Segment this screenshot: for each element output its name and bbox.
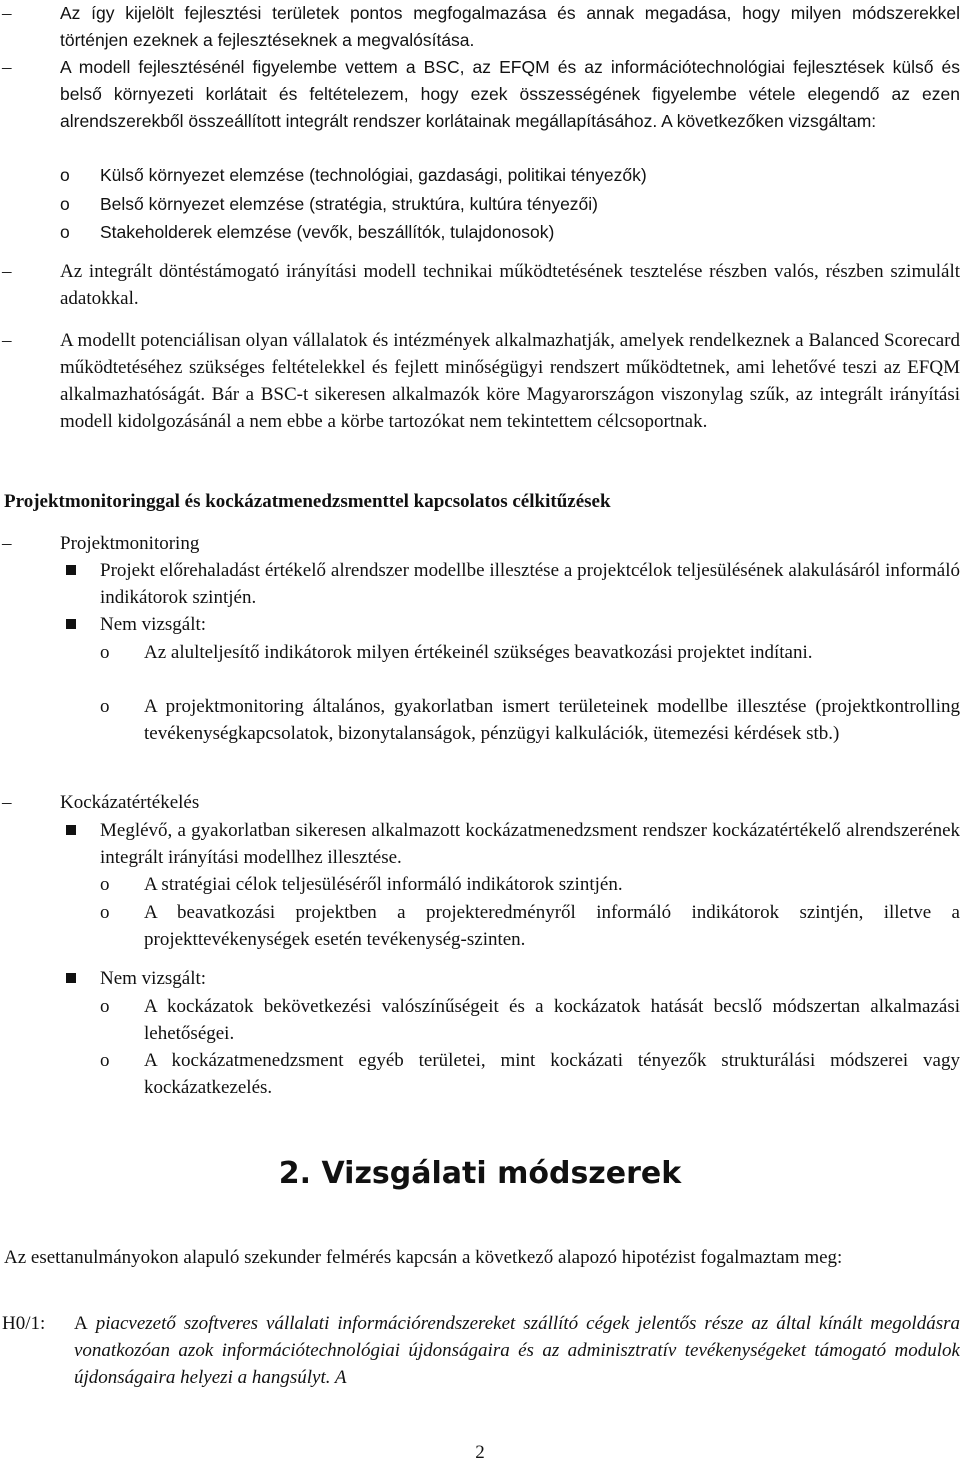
circle-bullet-icon: o <box>60 194 70 214</box>
circle-bullet-icon: o <box>100 1050 110 1071</box>
list-item-text <box>60 54 960 135</box>
circle-bullet-icon: o <box>100 642 110 663</box>
dash-marker: – <box>2 57 12 78</box>
sub-list-item-text: Stakeholderek elemzése (vevők, beszállítók, tulajdonosok) <box>100 222 555 242</box>
square-bullet-icon <box>66 825 76 835</box>
circle-bullet-icon: o <box>100 902 110 923</box>
hypothesis-body: piacvezető szoftveres vállalati információrendszereket szállító cégek jelentős része az által kínált megoldásra vonatkozóan azok információtechnológiai újdonságaira és az adminisztratív tevékenységeket támogató modulok újdonságaira helyezi a hangsúlyt. A <box>74 1313 960 1388</box>
circle-bullet-icon: o <box>100 696 110 717</box>
list-item-text: A modellt potenciálisan olyan vállalatok és intézmények alkalmazhatják, amelyek rendelkeznek a Balanced Scorecard működtetéséhez szükséges feltételekkel és fejlett minőségügyi rendszert működtetnek, ami lehetővé teszi az EFQM alkalmazhatóságát. Bár a BSC-t sikeresen alkalmazók köre Magyarországon viszonylag szűk, az integrált irányítási modell kidolgozásánál a nem ebbe a körbe tartozókat nem tekintettem célcsoportnak. <box>60 330 960 432</box>
square-bullet-icon <box>66 619 76 629</box>
square-bullet-icon <box>66 565 76 575</box>
sub-list-item-text: Külső környezet elemzése (technológiai, gazdasági, politikai tényezők) <box>100 165 647 185</box>
list-item-title: Projektmonitoring <box>60 533 200 554</box>
list-item-title: Kockázatértékelés <box>60 792 200 813</box>
circle-bullet-icon: o <box>60 165 70 185</box>
dash-marker: – <box>2 792 12 813</box>
hypothesis-label: H0/1: <box>2 1313 46 1334</box>
list-item-text-part: A következőken vizsgáltam: <box>661 111 877 131</box>
dash-marker: – <box>2 261 12 282</box>
sub-list-item-text: A kockázatok bekövetkezési valószínűségeit és a kockázatok hatását becslő módszertan alkalmazási lehetőségei. <box>144 996 960 1044</box>
hypothesis-prefix: A <box>74 1313 88 1334</box>
sub-list-item-text: A projektmonitoring általános, gyakorlatban ismert területeinek modellbe illesztése (projektkontrolling tevékenységkapcsolatok, bizonytalanságok, pénzügyi kalkulációk, ütemezési kérdések stb.) <box>144 696 960 744</box>
bullet-text: Nem vizsgált: <box>100 614 207 635</box>
circle-bullet-icon: o <box>100 874 110 895</box>
list-item-text-part: A modell fejlesztésénél figyelembe vettem a BSC, az EFQM és az információtechnológiai fejlesztések külső és belső környezeti korlátait és feltételezem, hogy ezek összességének figyelembe vétele elegendő az ezen alrendszerekből összeállított integrált rendszer korlátainak megállapításához. <box>60 57 960 131</box>
section-heading: Projektmonitoringgal és kockázatmenedzsmenttel kapcsolatos célkitűzések <box>4 491 611 512</box>
square-bullet-icon <box>66 973 76 983</box>
dash-marker: – <box>2 3 12 24</box>
dash-marker: – <box>2 330 12 351</box>
circle-bullet-icon: o <box>60 222 70 242</box>
list-item-text: Az integrált döntéstámogató irányítási modell technikai működtetésének tesztelése részben valós, részben szimulált adatokkal. <box>60 261 960 309</box>
page-number: 2 <box>475 1442 485 1463</box>
sub-list-item-text: Az alulteljesítő indikátorok milyen értékeinél szükséges beavatkozási projektet indítani. <box>144 642 813 663</box>
hypothesis-text <box>74 1310 960 1391</box>
bullet-text: Meglévő, a gyakorlatban sikeresen alkalmazott kockázatmenedzsment rendszer kockázatértékelő alrendszerének integrált irányítási modellhez illesztése. <box>100 820 960 868</box>
sub-list-item-text: A kockázatmenedzsment egyéb területei, mint kockázati tényezők strukturálási módszerei vagy kockázatkezelés. <box>144 1050 960 1098</box>
chapter-intro <box>4 1244 958 1271</box>
bullet-text: Nem vizsgált: <box>100 968 207 989</box>
sub-list-item-text: Belső környezet elemzése (stratégia, struktúra, kultúra tényezői) <box>100 194 598 214</box>
dash-marker: – <box>2 533 12 554</box>
sub-list-item-text: A beavatkozási projektben a projekteredményről informáló indikátorok szintjén, illetve a projekttevékenységek esetén tevékenység-szinten. <box>144 902 960 950</box>
chapter-title: 2. Vizsgálati módszerek <box>278 1156 682 1191</box>
circle-bullet-icon: o <box>100 996 110 1017</box>
sub-list-item-text: A stratégiai célok teljesüléséről informáló indikátorok szintjén. <box>144 874 623 895</box>
list-item-text: Az így kijelölt fejlesztési területek pontos megfogalmazása és annak megadása, hogy milyen módszerekkel történjen ezeknek a fejlesztéseknek a megvalósítása. <box>60 3 960 50</box>
bullet-text: Projekt előrehaladást értékelő alrendszer modellbe illesztése a projektcélok teljesülésének alakulásáról informáló indikátorok szintjén. <box>100 560 960 608</box>
paragraph: Az esettanulmányokon alapuló szekunder felmérés kapcsán a következő alapozó hipotézist fogalmaztam meg: <box>4 1247 843 1268</box>
